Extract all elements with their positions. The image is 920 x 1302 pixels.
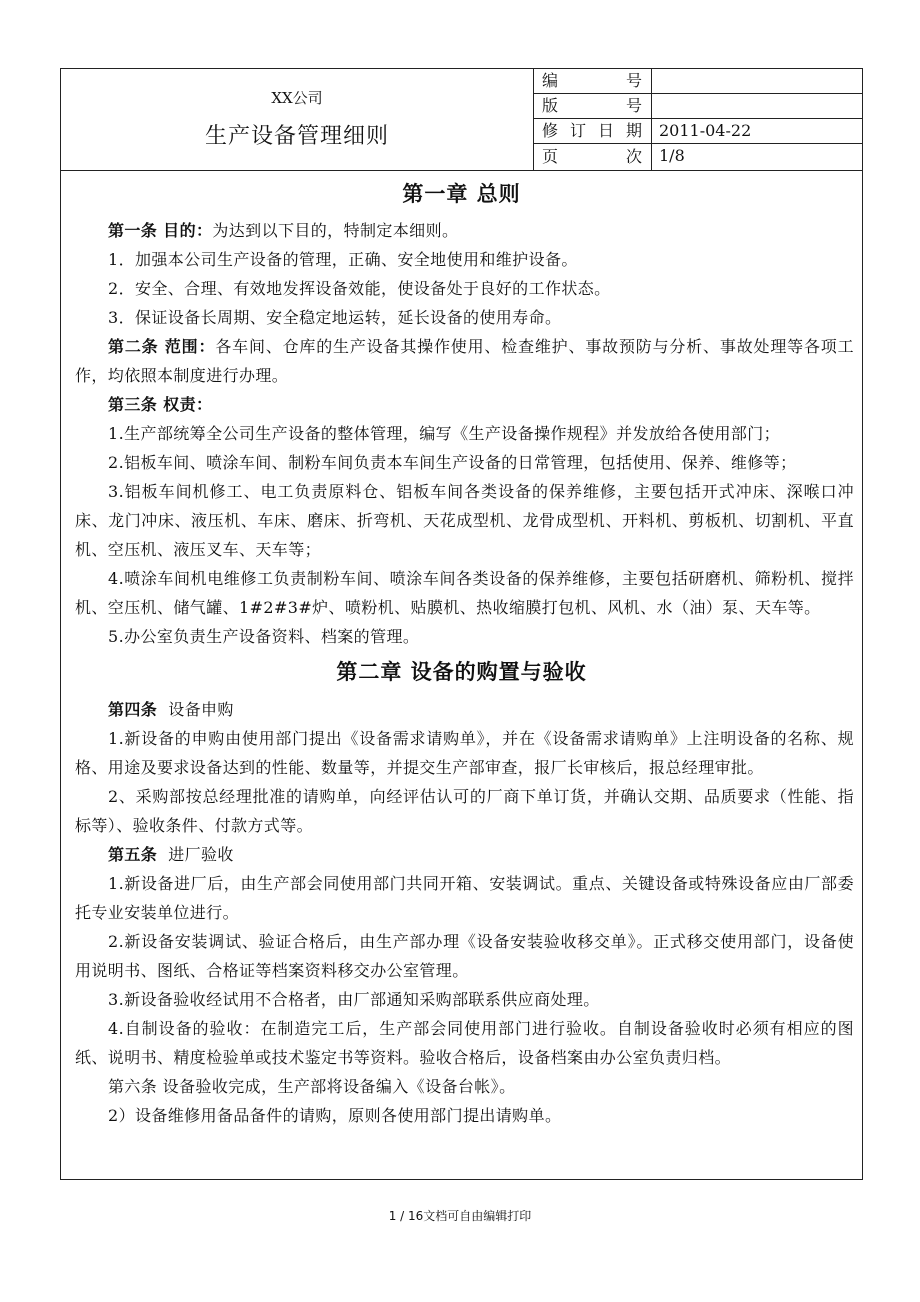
page-footer: 1 / 16文档可自由编辑打印: [388, 1209, 532, 1223]
list-item: 2、采购部按总经理批准的请购单，向经评估认可的厂商下单订货，并确认交期、品质要求（性能、指标等）、验收条件、付款方式等。: [75, 787, 854, 835]
document-body: [61, 170, 862, 1130]
list-item: 5.办公室负责生产设备资料、档案的管理。: [108, 627, 420, 646]
list-item: 4.喷涂车间机电维修工负责制粉车间、喷涂车间各类设备的保养维修，主要包括研磨机、筛粉机、搅拌机、空压机、储气罐、1#2#3#炉、喷粉机、贴膜机、热收缩膜打包机、风机、水（油）泵、天车等。: [75, 569, 854, 617]
meta-row-revision-date: [533, 119, 862, 144]
list-item: 3．保证设备长周期、安全稳定地运转，延长设备的使用寿命。: [108, 308, 562, 327]
list-item: 1.新设备进厂后，由生产部会同使用部门共同开箱、安装调试。重点、关键设备或特殊设备应由厂部委托专业安装单位进行。: [75, 874, 854, 922]
chapter-title: 第二章 设备的购置与验收: [336, 659, 587, 684]
article-heading: 第四条: [108, 700, 158, 719]
list-item: 4.自制设备的验收：在制造完工后，生产部会同使用部门进行验收。自制设备验收时必须有相应的图纸、说明书、精度检验单或技术鉴定书等资料。验收合格后，设备档案由办公室负责归档。: [75, 1019, 854, 1067]
meta-row-number: [533, 69, 862, 94]
list-item: 1.新设备的申购由使用部门提出《设备需求请购单》，并在《设备需求请购单》上注明设备的名称、规格、用途及要求设备达到的性能、数量等，并提交生产部审查，报厂长审核后，报总经理审批。: [75, 729, 854, 777]
meta-row-page: [533, 144, 862, 170]
article-4: 第四条 设备申购: [108, 700, 234, 719]
meta-value-number: [653, 69, 862, 93]
article-2: 第二条 范围：各车间、仓库的生产设备其操作使用、检查维护、事故预防与分析、事故处理等各项工作，均依照本制度进行办理。: [75, 337, 855, 385]
meta-value-version: [653, 94, 862, 118]
meta-label-version: 版 号: [533, 94, 652, 118]
list-item: 3.新设备验收经试用不合格者，由厂部通知采购部联系供应商处理。: [108, 990, 600, 1009]
article-5: 第五条 进厂验收: [108, 845, 234, 864]
document-title: 生产设备管理细则: [204, 124, 389, 149]
chapter-title: 第一章 总则: [402, 181, 521, 206]
list-item: 第六条 设备验收完成，生产部将设备编入《设备台帐》。: [108, 1077, 516, 1096]
list-item: 1．加强本公司生产设备的管理，正确、安全地使用和维护设备。: [108, 250, 578, 269]
article-1: 第一条 目的：为达到以下目的，特制定本细则。: [108, 221, 459, 240]
meta-value-revision-date: 2011-04-22: [659, 121, 752, 140]
document-header: [61, 69, 862, 171]
list-item: 2.铝板车间、喷涂车间、制粉车间负责本车间生产设备的日常管理，包括使用、保养、维修等；: [108, 453, 797, 472]
meta-value-page: 1/8: [659, 146, 685, 165]
article-heading: 第一条 目的：: [108, 221, 213, 240]
meta-label-page: 页 次: [533, 144, 652, 170]
document-frame: [60, 68, 863, 1180]
article-heading: 第五条: [108, 845, 158, 864]
company-name: XX公司: [271, 89, 323, 107]
header-title-cell: [61, 69, 534, 170]
list-item: 2．安全、合理、有效地发挥设备效能，使设备处于良好的工作状态。: [108, 279, 611, 298]
list-item: 3.铝板车间机修工、电工负责原料仓、铝板车间各类设备的保养维修，主要包括开式冲床、深喉口冲床、龙门冲床、液压机、车床、磨床、折弯机、天花成型机、龙骨成型机、开料机、剪板机、切割机、平直机、空压机、液压叉车、天车等；: [75, 482, 854, 559]
header-meta-table: [533, 69, 862, 170]
article-3: [61, 390, 862, 419]
list-item: 2）设备维修用备品备件的请购，原则各使用部门提出请购单。: [108, 1106, 562, 1125]
article-heading: 第三条 权责：: [108, 395, 213, 414]
article-heading: 第二条 范围：: [108, 337, 216, 356]
meta-label-revision-date: 修 订 日 期: [533, 119, 652, 143]
meta-label-number: 编 号: [533, 69, 652, 93]
meta-row-version: [533, 94, 862, 119]
list-item: 2.新设备安装调试、验证合格后，由生产部办理《设备安装验收移交单》。正式移交使用部门，设备使用说明书、图纸、合格证等档案资料移交办公室管理。: [75, 932, 854, 980]
list-item: 1.生产部统筹全公司生产设备的整体管理，编写《生产设备操作规程》并发放给各使用部门；: [108, 424, 781, 443]
